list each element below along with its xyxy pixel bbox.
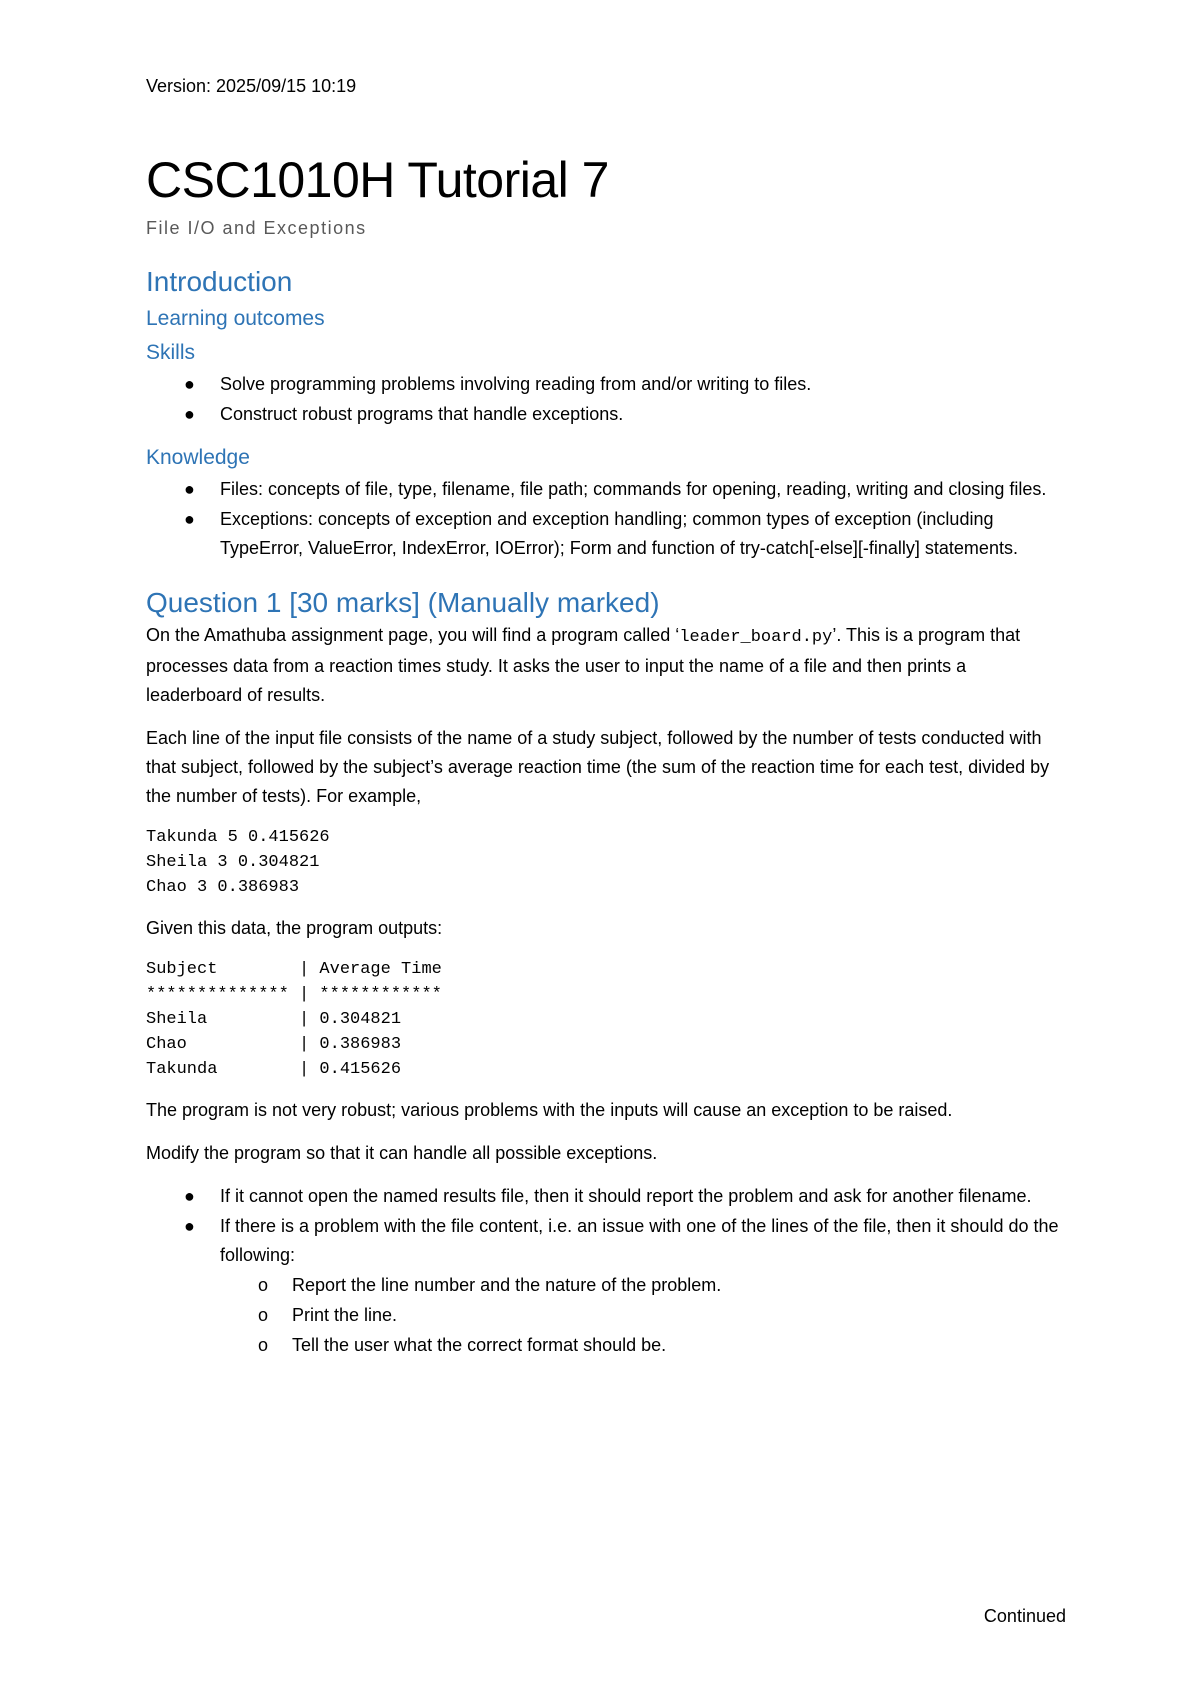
list-item-text: Tell the user what the correct format should be. [292,1335,667,1355]
heading-skills: Skills [146,341,196,364]
bullet-icon: ● [184,479,195,499]
bullet-icon: ● [184,374,195,394]
bullet-icon: ● [184,1186,195,1206]
example-input-code: Takunda 5 0.415626 Sheila 3 0.304821 Chao 3 0.386983 [146,828,330,897]
document-subtitle: File I/O and Exceptions [146,218,367,238]
requirements-sub-list [146,1271,1066,1360]
list-item-text: Solve programming problems involving reading from and/or writing to files. [220,374,812,394]
sub-bullet-icon: o [258,1305,269,1325]
q1-paragraph-output-intro: Given this data, the program outputs: [146,918,443,938]
list-item [146,400,1066,429]
sub-bullet-icon: o [258,1335,269,1355]
program-filename: leader_board.py [679,628,833,647]
q1-paragraph-format: Each line of the input file consists of the name of a study subject, followed by the number of tests conducted with that subject, followed by the subject’s average reaction time (the sum of the reaction time for each test, divided by the number of tests). For example, [146,728,1050,806]
version-line: Version: 2025/09/15 10:19 [146,76,357,96]
heading-knowledge: Knowledge [146,446,250,469]
list-item-text: Construct robust programs that handle exceptions. [220,404,624,424]
bullet-icon: ● [184,509,195,529]
heading-introduction: Introduction [146,266,293,297]
requirements-list [146,1182,1066,1270]
q1-p1-after: ’. This is a program that processes data from a reaction times study. It asks the user to input the name of a file and then prints a leaderboard of results. [146,625,1021,705]
heading-question-1: Question 1 [30 marks] (Manually marked) [146,587,660,618]
list-item-text: Report the line number and the nature of the problem. [292,1275,722,1295]
list-item [146,370,1066,399]
list-item [146,1271,1066,1300]
skills-list [146,370,1066,429]
list-item [146,1212,1066,1270]
list-item [146,1182,1066,1211]
list-item-text: Exceptions: concepts of exception and exception handling; common types of exception (including TypeError, ValueError, IndexError, IOError); Form and function of try-catch[-else][-finally] statements. [220,509,1018,558]
q1-paragraph-task: Modify the program so that it can handle all possible exceptions. [146,1143,658,1163]
example-output-code: Subject | Average Time ************** | ************ Sheila | 0.304821 Chao | 0.386983 Takunda | 0.415626 [146,960,442,1079]
q1-paragraph-intro [146,621,1066,710]
q1-paragraph-robustness: The program is not very robust; various problems with the inputs will cause an exception to be raised. [146,1100,953,1120]
sub-bullet-icon: o [258,1275,269,1295]
bullet-icon: ● [184,404,195,424]
list-item-text: If it cannot open the named results file, then it should report the problem and ask for another filename. [220,1186,1032,1206]
continued-label: Continued [983,1606,1066,1626]
list-item-text: Files: concepts of file, type, filename, file path; commands for opening, reading, writing and closing files. [220,479,1047,499]
list-item-text: If there is a problem with the file content, i.e. an issue with one of the lines of the file, then it should do the following: [220,1216,1059,1265]
list-item-text: Print the line. [292,1305,398,1325]
list-item [146,505,1066,563]
bullet-icon: ● [184,1216,195,1236]
list-item [146,475,1066,504]
list-item [146,1331,1066,1360]
list-item [146,1301,1066,1330]
document-body [146,150,1066,1361]
q1-p1-before: On the Amathuba assignment page, you will find a program called ‘ [146,625,680,645]
heading-learning-outcomes: Learning outcomes [146,307,325,330]
document-title: CSC1010H Tutorial 7 [146,152,609,208]
knowledge-list [146,475,1066,563]
